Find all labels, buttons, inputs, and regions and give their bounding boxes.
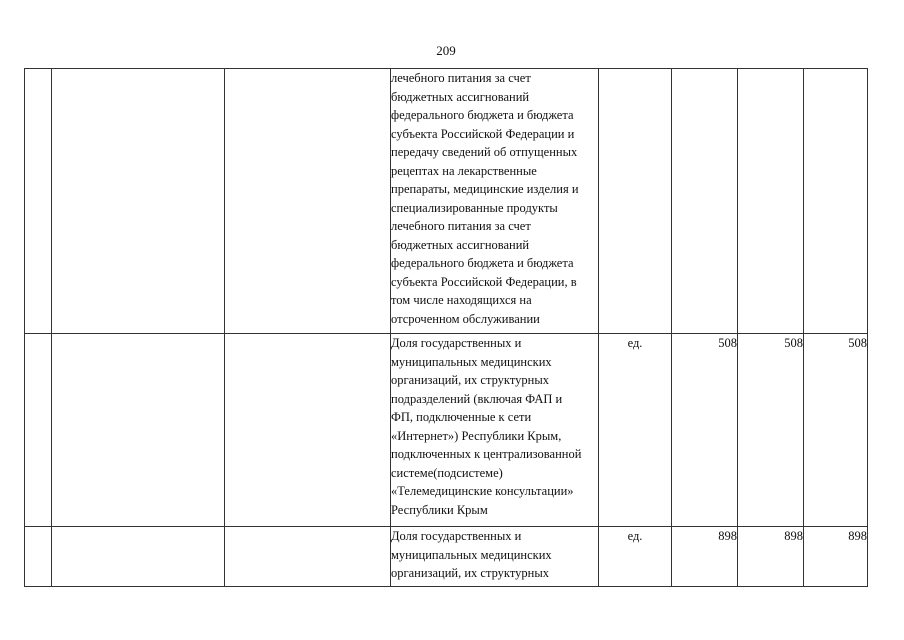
row-number-cell [25, 69, 52, 334]
value-cell-2 [738, 334, 804, 527]
numeric-value: 508 [848, 336, 867, 350]
value-cell-1 [672, 334, 738, 527]
indicator-text-line: «Телемедицинские консультации» [391, 484, 574, 498]
row-number-cell [25, 527, 52, 587]
program-cell [52, 69, 225, 334]
unit-value: ед. [627, 529, 643, 543]
indicator-text-line: федерального бюджета и бюджета [391, 256, 574, 270]
indicator-text-cell [391, 527, 599, 587]
indicator-text-line: организаций, их структурных [391, 373, 549, 387]
indicator-text-line: бюджетных ассигнований [391, 89, 530, 104]
program-cell [52, 527, 225, 587]
indicator-text-line: федерального бюджета и бюджета [391, 108, 574, 122]
measure-cell [225, 334, 391, 527]
numeric-value: 898 [784, 529, 803, 543]
indicator-text-line: субъекта Российской Федерации, в [391, 274, 577, 289]
unit-value: ед. [627, 336, 643, 350]
indicators-table [24, 68, 868, 587]
indicator-text-line: лечебного питания за счет [391, 71, 531, 85]
unit-cell [599, 334, 672, 527]
indicator-text-line: Доля государственных и [391, 336, 522, 350]
indicator-text-line: специализированные продукты [391, 200, 558, 215]
numeric-value: 508 [784, 336, 803, 350]
indicator-text-line: бюджетных ассигнований [391, 237, 530, 252]
indicator-text-line: том числе находящихся на [391, 293, 532, 307]
indicator-text-line: организаций, их структурных [391, 566, 549, 580]
indicator-text-line: субъекта Российской Федерации и [391, 126, 575, 141]
indicator-text-line: муниципальных медицинских [391, 547, 552, 562]
indicator-text-line: подключенных к централизованной [391, 447, 582, 461]
numeric-value: 898 [848, 529, 867, 543]
measure-cell [225, 527, 391, 587]
indicator-text-cell [391, 69, 599, 334]
value-cell-2 [738, 69, 804, 334]
value-cell-2 [738, 527, 804, 587]
measure-cell [225, 69, 391, 334]
page-number: 209 [436, 43, 456, 58]
indicator-text-line: ФП, подключенные к сети [391, 410, 532, 424]
indicator-text-line: отсроченном обслуживании [391, 311, 540, 326]
program-cell [52, 334, 225, 527]
indicator-text-line: муниципальных медицинских [391, 354, 552, 369]
value-cell-1 [672, 527, 738, 587]
indicator-text-line: передачу сведений об отпущенных [391, 145, 578, 159]
value-cell-3 [804, 69, 868, 334]
indicator-text-line: Доля государственных и [391, 529, 522, 543]
indicator-text-line: «Интернет») Республики Крым, [391, 428, 562, 443]
value-cell-3 [804, 334, 868, 527]
table-row [25, 334, 868, 527]
unit-cell [599, 527, 672, 587]
value-cell-1 [672, 69, 738, 334]
indicator-text-line: подразделений (включая ФАП и [391, 391, 563, 406]
indicator-text-cell [391, 334, 599, 527]
indicator-text-line: препараты, медицинские изделия и [391, 182, 579, 196]
row-number-cell [25, 334, 52, 527]
table-row [25, 527, 868, 587]
indicator-text-line: лечебного питания за счет [391, 219, 531, 233]
numeric-value: 898 [718, 529, 737, 543]
indicator-text-line: рецептах на лекарственные [391, 163, 537, 178]
numeric-value: 508 [718, 336, 737, 350]
indicator-text-line: системе(подсистеме) [391, 465, 503, 480]
table-row [25, 69, 868, 334]
indicator-text-line: Республики Крым [391, 502, 488, 517]
unit-cell [599, 69, 672, 334]
value-cell-3 [804, 527, 868, 587]
